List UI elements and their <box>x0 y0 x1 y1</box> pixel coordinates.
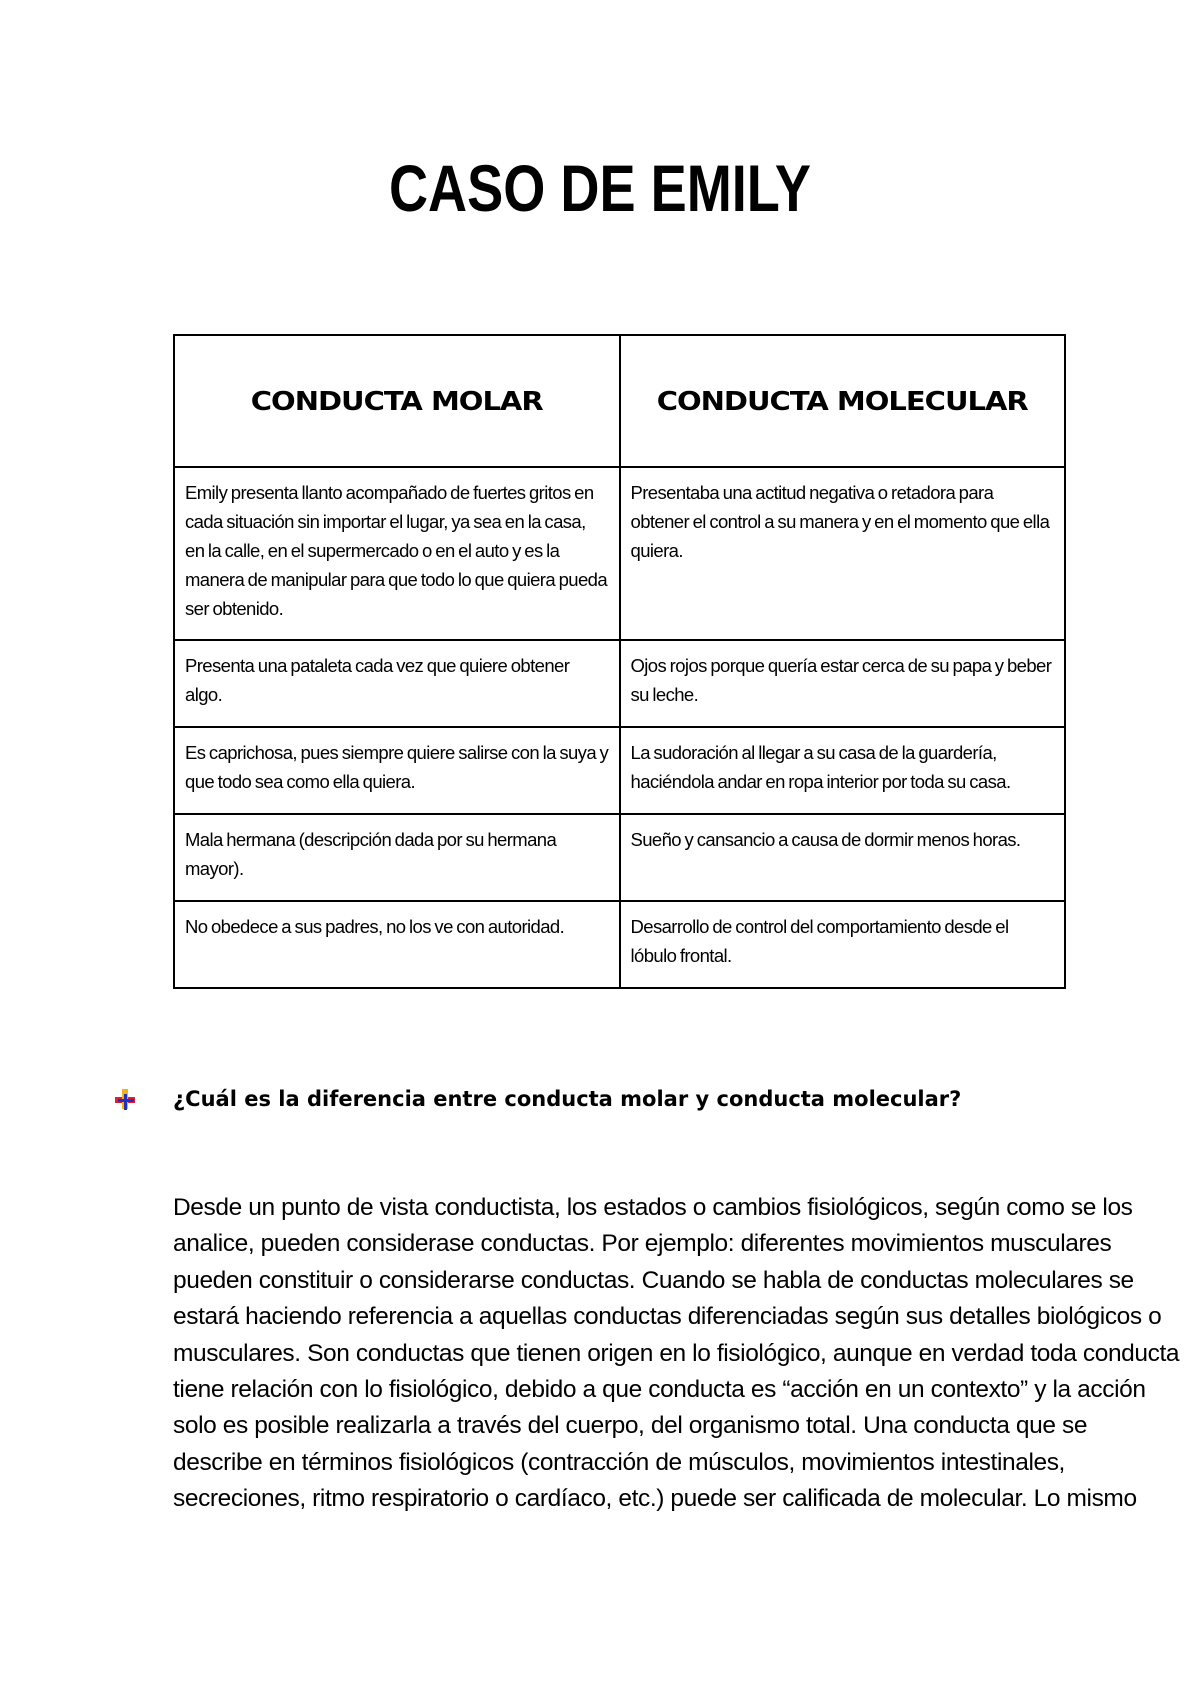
cell-molecular: Sueño y cansancio a causa de dormir menos horas. <box>620 814 1066 901</box>
table-row <box>174 814 1065 901</box>
answer-line: solo es posible realizarla a través del cuerpo, del organismo total. Una conducta que se <box>173 1412 1088 1440</box>
document-title: CASO DE EMILY <box>388 151 812 225</box>
table-row <box>174 901 1065 988</box>
header-molar: CONDUCTA MOLAR <box>174 335 620 467</box>
answer-line: Desde un punto de vista conductista, los estados o cambios fisiológicos, según como se los <box>173 1194 1133 1221</box>
table-row <box>174 467 1065 640</box>
answer-line: describe en términos fisiológicos (contracción de músculos, movimientos intestinales, <box>173 1448 1065 1476</box>
cell-molar: Es caprichosa, pues siempre quiere salirse con la suya y que todo sea como ella quiera. <box>174 727 620 814</box>
cell-molecular: Ojos rojos porque quería estar cerca de su papa y beber su leche. <box>620 640 1066 727</box>
behavior-table <box>173 334 1066 989</box>
question-block <box>112 1084 1112 1120</box>
question-text: ¿Cuál es la diferencia entre conducta molar y conducta molecular? <box>173 1087 962 1111</box>
cell-molecular: La sudoración al llegar a su casa de la guardería, haciéndola andar en ropa interior por toda su casa. <box>620 727 1066 814</box>
cell-molar: Presenta una pataleta cada vez que quiere obtener algo. <box>174 640 620 727</box>
answer-line: analice, pueden considerase conductas. Por ejemplo: diferentes movimientos musculares <box>173 1230 1112 1258</box>
answer-line: pueden constituir o considerarse conductas. Cuando se habla de conductas moleculares se <box>173 1266 1134 1294</box>
header-molecular: CONDUCTA MOLECULAR <box>620 335 1066 467</box>
cell-molar: No obedece a sus padres, no los ve con autoridad. <box>174 901 620 988</box>
answer-line: secreciones, ritmo respiratorio o cardíaco, etc.) puede ser calificada de molecular. Lo mismo <box>173 1485 1137 1513</box>
cell-molar: Mala hermana (descripción dada por su hermana mayor). <box>174 814 620 901</box>
answer-line: musculares. Son conductas que tienen origen en lo fisiológico, aunque en verdad toda conducta <box>173 1339 1180 1367</box>
answer-line: tiene relación con lo fisiológico, debido a que conducta es “acción en un contexto” y la acción <box>173 1376 1146 1404</box>
bullet-icon <box>112 1086 138 1112</box>
table-row <box>174 727 1065 814</box>
cell-molecular: Desarrollo de control del comportamiento desde el lóbulo frontal. <box>620 901 1066 988</box>
table-header-row <box>174 335 1065 467</box>
cell-molecular: Presentaba una actitud negativa o retadora para obtener el control a su manera y en el momento que ella quiera. <box>620 467 1066 640</box>
table-row <box>174 640 1065 727</box>
answer-line: estará haciendo referencia a aquellas conductas diferenciadas según sus detalles biológicos o <box>173 1303 1162 1331</box>
answer-paragraph <box>173 1190 1180 1518</box>
cell-molar: Emily presenta llanto acompañado de fuertes gritos en cada situación sin importar el lugar, ya sea en la casa, en la calle, en el supermercado o en el auto y es la manera de manipular para que todo lo que quiera pueda ser obtenido. <box>174 467 620 640</box>
